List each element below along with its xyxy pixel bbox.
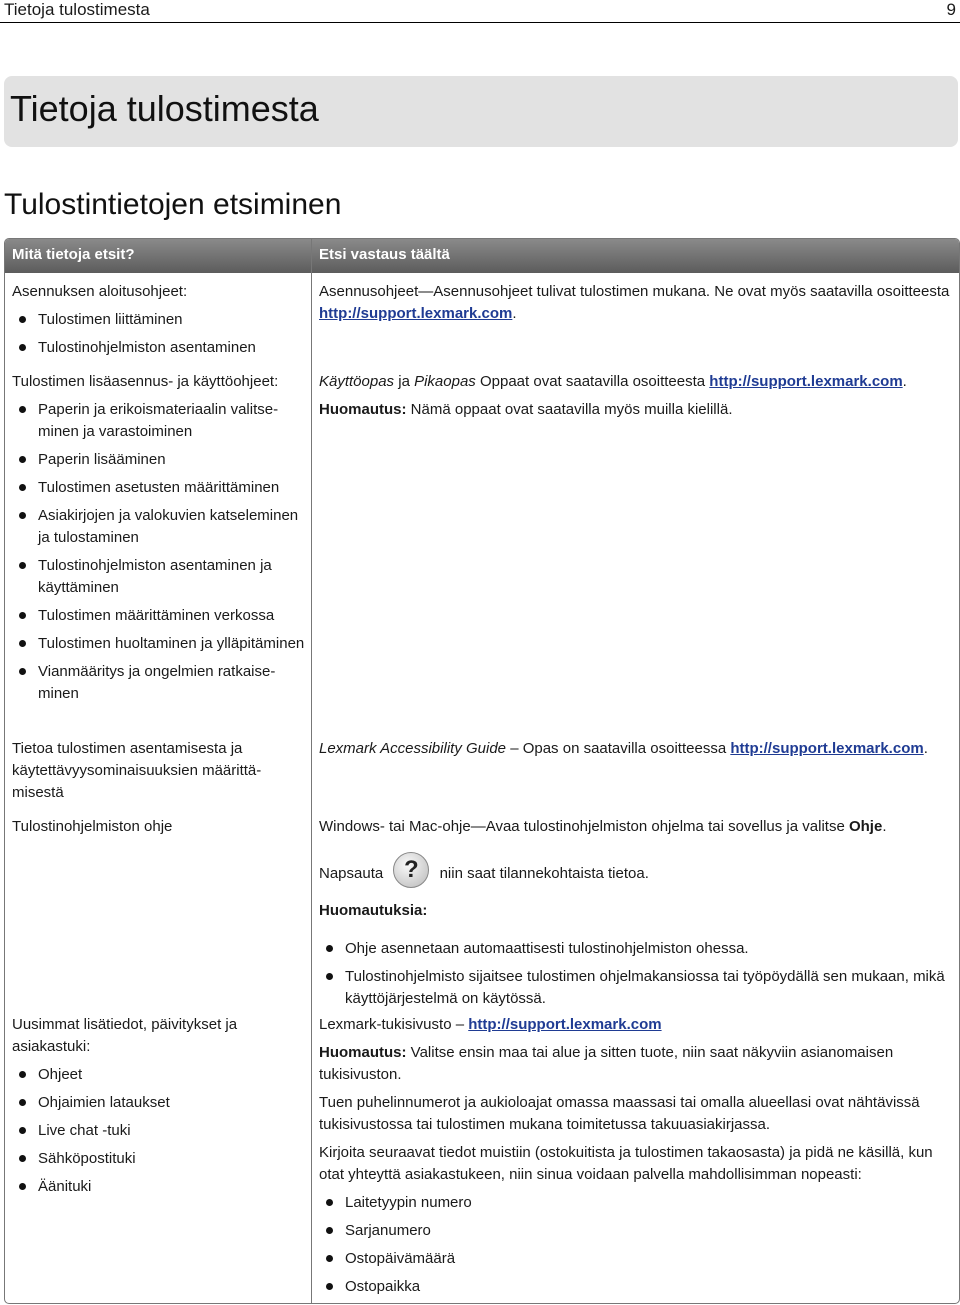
list-item: Tulostimen huoltaminen ja ylläpitäminen xyxy=(12,633,306,655)
table-row-right xyxy=(319,371,953,427)
bullet-list xyxy=(319,1192,953,1298)
guide-name: Asennusohjeet xyxy=(319,283,419,300)
click-prefix: Napsauta xyxy=(319,864,384,882)
note-text: Nämä oppaat ovat saatavilla myös muilla kielillä. xyxy=(410,401,733,418)
list-item: Sähköpostituki xyxy=(12,1148,306,1170)
table-row-left xyxy=(12,1014,306,1204)
list-item: Paperin lisääminen xyxy=(12,449,306,471)
support-link[interactable]: http://support.lexmark.com xyxy=(468,1016,662,1033)
row-title: Tulostinohjelmiston ohje xyxy=(12,818,173,835)
row-title: Tietoa tulostimen asentamisesta ja käytettävyysominaisuuksien määrittämisestä xyxy=(12,740,262,801)
bullet-list xyxy=(319,938,953,1010)
list-item: Ohjeet xyxy=(12,1064,306,1086)
row-title: Uusimmat lisätiedot, päivitykset ja asiakastuki: xyxy=(12,1016,238,1055)
table-row-left xyxy=(12,738,306,804)
list-item: Ostopäivämäärä xyxy=(319,1248,953,1270)
list-item: Live chat -tuki xyxy=(12,1120,306,1142)
list-item: Tulostinohjelmisto sijaitsee tulostimen ohjelmakansiossa tai työpöydällä sen mukaan, mikä käyttöjärjestelmä on käytössä. xyxy=(319,966,953,1010)
list-item: Laitetyypin numero xyxy=(319,1192,953,1214)
column-divider xyxy=(311,239,312,1303)
list-item: Tulostimen asetusten määrittäminen xyxy=(12,477,306,499)
note-text: Valitse ensin maa tai alue ja sitten tuote, niin saat näkyviin asianomaisen tukisivuston. xyxy=(319,1044,894,1083)
table-row-left xyxy=(12,371,306,711)
punctuation: . xyxy=(902,373,907,390)
column-header-left: Mitä tietoja etsit? xyxy=(12,246,135,263)
bullet-list xyxy=(12,1064,306,1198)
row-text: Windows- tai Mac-ohje—Avaa tulostinohjelmiston ohjelma tai sovellus ja valitse xyxy=(319,818,845,835)
dash: — xyxy=(418,283,434,300)
help-question-icon: ? xyxy=(393,852,429,888)
table-row-right xyxy=(319,281,953,325)
page-number: 9 xyxy=(946,0,956,19)
support-site-label: Lexmark-tukisivusto – xyxy=(319,1016,465,1033)
punctuation: . xyxy=(512,305,517,322)
list-item: Tulostinohjelmiston asentaminen ja käyttäminen xyxy=(12,555,306,599)
list-item: Paperin ja erikoismateriaalin valitseminen ja varastoiminen xyxy=(12,399,306,443)
table-row-left xyxy=(12,816,306,838)
running-title: Tietoja tulostimesta xyxy=(4,0,150,19)
note-label: Huomautus: xyxy=(319,401,407,418)
row-title: Tulostimen lisäasennus- ja käyttöohjeet: xyxy=(12,373,279,390)
paragraph: Tuen puhelinnumerot ja aukioloajat omassa maassasi tai omalla alueellasi ovat nähtävissä tukisivustossa tai tulostimen mukana toimitetussa takuuasiakirjassa. xyxy=(319,1094,920,1133)
running-header xyxy=(0,0,960,23)
column-header-right: Etsi vastaus täältä xyxy=(319,246,450,263)
click-suffix: niin saat tilannekohtaista tietoa. xyxy=(439,864,649,882)
info-table xyxy=(4,238,960,1304)
list-item: Tulostimen liittäminen xyxy=(12,309,306,331)
list-item: Sarjanumero xyxy=(319,1220,953,1242)
punctuation: . xyxy=(882,818,887,835)
table-row-left xyxy=(12,281,306,365)
row-text: Opas on saatavilla osoitteessa xyxy=(522,740,727,757)
notes-label: Huomautuksia: xyxy=(319,902,428,919)
paragraph: Kirjoita seuraavat tiedot muistiin (ostokuitista ja tulostimen takaosasta) ja pidä ne käsillä, kun otat yhteyttä asiakastukeen, niin sinua voidaan palvella mahdollisimman nopeasti: xyxy=(319,1144,933,1183)
list-item: Asiakirjojen ja valokuvien katseleminen ja tulostaminen xyxy=(12,505,306,549)
support-link[interactable]: http://support.lexmark.com xyxy=(730,740,924,757)
guide-name: Lexmark Accessibility Guide xyxy=(319,740,507,757)
guide-name: Käyttöopas xyxy=(319,373,395,390)
list-item: Tulostimen määrittäminen verkossa xyxy=(12,605,306,627)
table-row-right xyxy=(319,816,953,1016)
note-label: Huomautus: xyxy=(319,1044,407,1061)
row-text: Oppaat ovat saatavilla osoitteesta xyxy=(479,373,706,390)
bullet-list xyxy=(12,309,306,359)
table-row-right xyxy=(319,1014,953,1304)
help-menu-label: Ohje xyxy=(848,818,883,835)
punctuation: . xyxy=(923,740,928,757)
section-title: Tulostintietojen etsiminen xyxy=(4,188,342,221)
row-text: Asennusohjeet tulivat tulostimen mukana. Ne ovat myös saatavilla osoitteesta xyxy=(433,283,950,300)
table-header xyxy=(5,239,959,273)
list-item: Ostopaikka xyxy=(319,1276,953,1298)
chapter-title: Tietoja tulostimesta xyxy=(10,88,319,129)
list-item: Ohjaimien lataukset xyxy=(12,1092,306,1114)
conjunction: ja xyxy=(398,373,410,390)
dash: – xyxy=(510,740,519,757)
table-row-right xyxy=(319,738,953,760)
list-item: Ohje asennetaan automaattisesti tulostinohjelmiston ohessa. xyxy=(319,938,953,960)
list-item: Vianmääritys ja ongelmien ratkaiseminen xyxy=(12,661,306,705)
support-link[interactable]: http://support.lexmark.com xyxy=(319,305,513,322)
list-item: Äänituki xyxy=(12,1176,306,1198)
bullet-list xyxy=(12,399,306,705)
row-title: Asennuksen aloitusohjeet: xyxy=(12,283,188,300)
support-link[interactable]: http://support.lexmark.com xyxy=(709,373,903,390)
chapter-banner xyxy=(4,76,958,147)
list-item: Tulostinohjelmiston asentaminen xyxy=(12,337,306,359)
guide-name: Pikaopas xyxy=(414,373,476,390)
